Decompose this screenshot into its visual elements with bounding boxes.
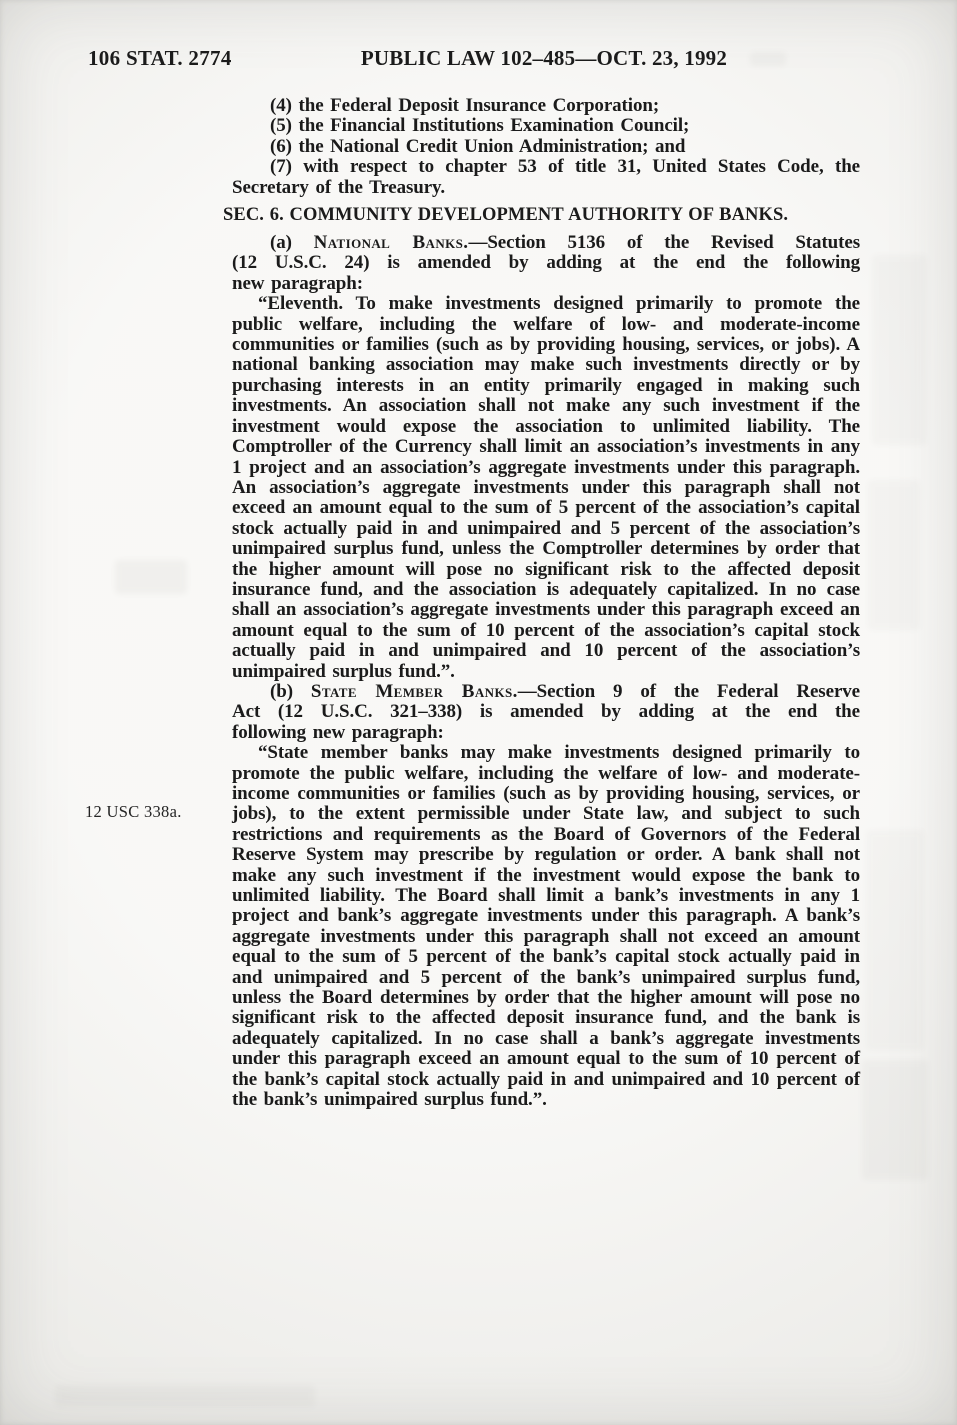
quoted-paragraph-state-member-banks: “State member banks may make investments designed primarily to promote the public welfare, including the welfare of low- and moderate-income communities or families (such as by providing housing, services, or jobs), to the extent permissible under State law, and subject to such restrictions and requirements as the Board of Governors of the Federal Reserve System may prescribe by regulation or order. A bank shall not make any such investment if the investment would expose the bank to unlimited liability. The Board shall limit a bank’s investments in any 1 project and bank’s aggregate investments under this paragraph. A bank’s aggregate investments under this paragraph shall not exceed an amount equal to the sum of 5 percent of the bank’s capital stock actually paid in and unimpaired and 5 percent of the bank’s unimpaired surplus fund, unless the Board determines by order that the higher amount will pose no significant risk to the affected deposit insurance fund, and the bank is adequately capitalized. In no case shall a bank’s aggregate investments under this paragraph exceed an amount equal to the sum of 10 percent of the bank’s capital stock actually paid in and unimpaired and 10 percent of the bank’s unimpaired surplus fund.”. [232, 742, 860, 1111]
margin-note-usc-citation: 12 USC 338a. [85, 802, 182, 821]
subsection-b-smallcaps-heading: State Member Banks. [310, 680, 518, 702]
stat-page-number: 106 STAT. 2774 [88, 46, 232, 70]
subsection-a-line-3: new paragraph: [232, 272, 363, 294]
subsection-b-line-2: Act (12 U.S.C. 321–338) is amended by adding at the end the [232, 701, 860, 723]
agency-list [232, 96, 860, 198]
bleed-through-artifact [872, 255, 927, 445]
subsection-a-line-1 [232, 233, 860, 253]
running-head [0, 46, 957, 76]
subsection-a-paragraph [232, 233, 860, 294]
subsection-b-line-1-text: —Section 9 of the Federal Reserve [517, 680, 861, 702]
quoted-paragraph-eleventh: “Eleventh. To make investments designed primarily to promote the public welfare, including the welfare of low- and moderate-income communities or families (such as by providing housing, services, or jobs). A national banking association may make such investments directly or by purchasing interests in an entity primarily engaged in making such investments. An association shall not make any such investment if the investment would expose the association to unlimited liability. The Comptroller of the Currency shall limit an association’s investments in any 1 project and an association’s aggregate investments under this paragraph. An association’s aggregate investments under this paragraph shall not exceed an amount equal to the sum of 5 percent of the association’s capital stock actually paid in and unimpaired and 5 percent of the association’s unimpaired surplus fund, unless the Comptroller determines by order that the higher amount will pose no significant risk to the affected deposit insurance fund, and the association is adequately capitalized. In no case shall an association’s aggregate investments under this paragraph exceed an amount equal to the sum of 10 percent of the association’s capital stock actually paid in and unimpaired and 10 percent of the association’s unimpaired surplus fund.”. [232, 293, 860, 682]
subsection-b-line-3: following new paragraph: [232, 721, 444, 743]
subsection-a-label: (a) [270, 232, 314, 254]
subsection-b-line-1 [232, 682, 860, 702]
agency-list-item-5: (5) the Financial Institutions Examination Council; [270, 115, 690, 137]
bleed-through-artifact [55, 1385, 315, 1407]
public-law-title: PUBLIC LAW 102–485—OCT. 23, 1992 [360, 46, 728, 70]
agency-list-item-7: (7) with respect to chapter 53 of title 31, United States Code, the Secretary of the Treasury. [232, 156, 860, 198]
subsection-a-line-1-text: —Section 5136 of the Revised Statutes [468, 232, 860, 254]
subsection-b-paragraph [232, 682, 860, 743]
agency-list-item-6: (6) the National Credit Union Administration; and [270, 135, 686, 157]
bleed-through-artifact [866, 830, 924, 1050]
statute-text-column [223, 95, 861, 1111]
subsection-a-smallcaps-heading: National Banks. [313, 232, 469, 254]
bleed-through-artifact [868, 480, 920, 630]
section-6-heading: SEC. 6. COMMUNITY DEVELOPMENT AUTHORITY OF BANKS. [223, 205, 789, 226]
subsection-b-label: (b) [270, 680, 311, 702]
agency-list-item-4: (4) the Federal Deposit Insurance Corporation; [270, 95, 660, 116]
bleed-through-artifact [862, 1060, 928, 1180]
subsection-a-line-2: (12 U.S.C. 24) is amended by adding at the end the following [232, 252, 860, 274]
bleed-through-artifact [115, 560, 187, 594]
